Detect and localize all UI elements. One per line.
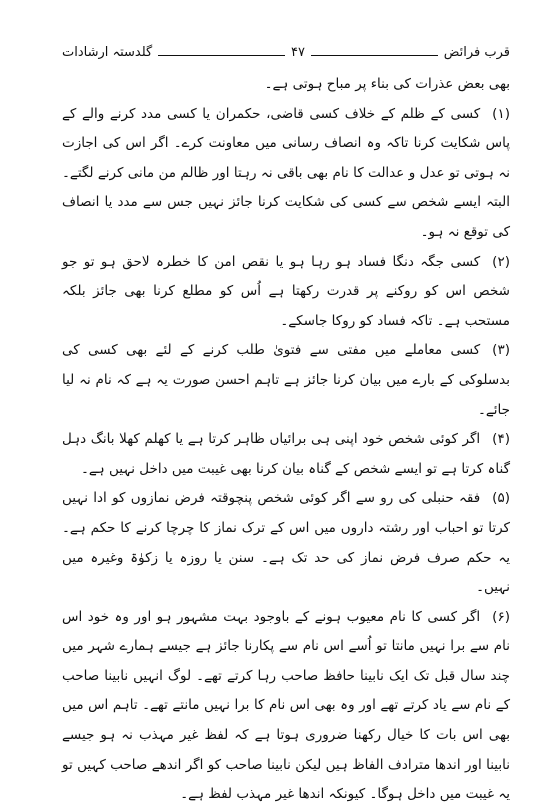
paragraph-item-4 <box>62 425 510 484</box>
paragraph-text: بھی بعض عذرات کی بناء پر مباح ہوتی ہے۔ <box>264 76 510 92</box>
paragraph-item-1 <box>62 100 510 248</box>
paragraph-text: کسی جگہ دنگا فساد ہو رہا ہو یا نقص امن کا خطرہ لاحق ہو تو جو شخص اس کو روکنے پر قدرت رکھتا ہے اُس کو مطلع کرنا بھی جائز بلکہ مستحب ہے۔ تاکہ فساد کو روکا جاسکے۔ <box>62 253 510 329</box>
paragraph-item-3 <box>62 336 510 425</box>
paragraph-text: اگر کوئی شخص خود اپنی ہی برائیاں ظاہر کرتا ہے یا کھلم کھلا بانگ دہل گناہ کرتا ہے تو ایسے شخص کے گناہ بیان کرنا بھی غیبت میں داخل نہیں ہے۔ <box>62 431 510 477</box>
body-text <box>62 70 510 810</box>
header-right-title: قرب فرائض <box>443 44 510 60</box>
item-number: (۴) <box>492 431 510 448</box>
paragraph-item-2 <box>62 248 510 337</box>
header-left-title: گلدستہ ارشادات <box>61 44 153 60</box>
item-number: (۱) <box>492 105 510 122</box>
item-number: (۳) <box>492 342 510 359</box>
paragraph-item-6 <box>62 603 510 810</box>
item-number: (۶) <box>492 608 510 625</box>
paragraph-text: اگر کسی کا نام معیوب ہونے کے باوجود بہت مشہور ہو اور وہ خود اس نام سے برا نہیں مانتا تو اُسے اس نام سے پکارنا جائز ہے جیسے ہمارے شہر میں چند سال قبل تک ایک نابینا حافظ صاحب رہا کرتے تھے۔ لوگ انہیں نابینا صاحب کے نام سے یاد کرتے تھے اور وہ بھی اس نام کا برا نہیں مانتے تھے۔ تاہم اس میں بھی اس بات کا خیال رکھنا ضروری ہوتا ہے کہ لفظ غیر مہذب نہ ہو جیسے نابینا اور اندھا مترادف الفاظ ہیں لیکن نابینا صاحب کو اگر اندھے صاحب کہیں تو یہ غیبت میں داخل ہوگا۔ کیونکہ اندھا غیر مہذب لفظ ہے۔ <box>62 608 510 803</box>
paragraph-text: فقہ حنبلی کی رو سے اگر کوئی شخص پنچوقتہ فرض نمازوں کو ادا نہیں کرتا تو احباب اور رشتہ داروں میں اس کے ترک نماز کا چرچا کرنے کا حکم ہے۔ یہ حکم صرف فرض نماز کی حد تک ہے۔ سنن یا روزہ یا زکوٰۃ وغیرہ میں نہیں۔ <box>62 490 510 596</box>
page-header <box>62 40 510 64</box>
page-number: ۴۷ <box>290 44 305 60</box>
paragraph-item-5 <box>62 484 510 602</box>
paragraph-text: کسی کے ظلم کے خلاف کسی قاضی، حکمران یا کسی مدد کرنے والے کے پاس شکایت کرنا تاکہ وہ انصاف رسانی میں معاونت کرے۔ اگر اس کی اجازت نہ ہوتی تو عدل و عدالت کا نام بھی باقی نہ رہتا اور ظالم من مانی کرنے لگتے۔ البتہ ایسے شخص سے کسی کی شکایت کرنا جائز نہیں جس سے مدد یا انصاف کی توقع نہ ہو۔ <box>62 105 510 240</box>
paragraph-continuation <box>62 70 510 100</box>
header-rule-left <box>158 55 285 56</box>
paragraph-text: کسی معاملے میں مفتی سے فتویٰ طلب کرنے کے لئے بھی کسی کی بدسلوکی کے بارے میں بیان کرنا جائز ہے تاہم احسن صورت یہ ہے کہ نام نہ لیا جائے۔ <box>62 342 510 418</box>
item-number: (۲) <box>492 253 510 270</box>
header-rule-right <box>311 55 438 56</box>
item-number: (۵) <box>492 490 510 507</box>
